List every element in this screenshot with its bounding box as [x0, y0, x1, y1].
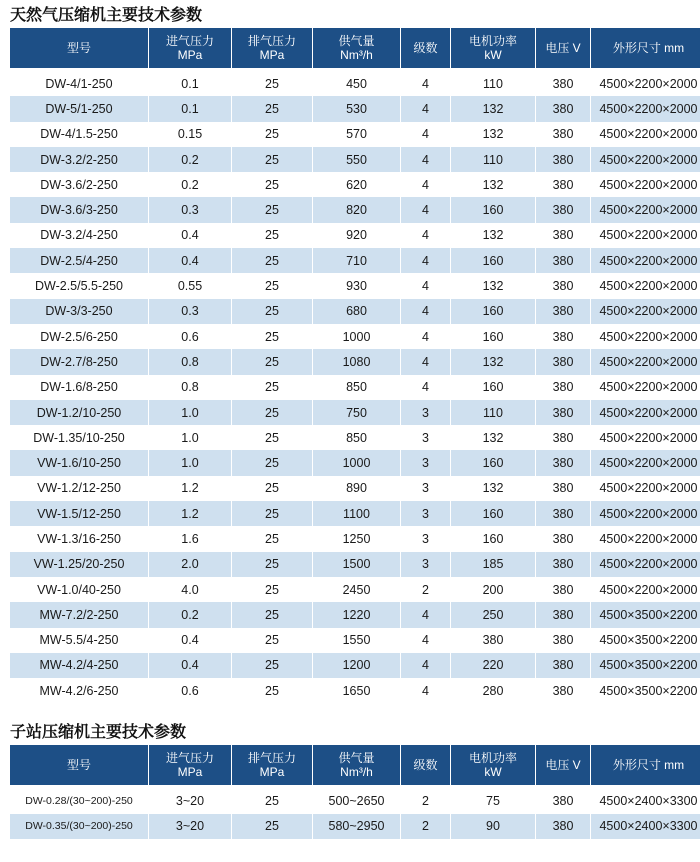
cell-discharge-pressure: 25 — [232, 814, 312, 839]
cell-model: DW-2.5/4-250 — [10, 248, 148, 273]
table-row — [10, 400, 700, 425]
cell-stages: 4 — [422, 380, 429, 395]
cell-inlet-pressure: 0.2 — [149, 147, 231, 172]
cell-stages: 4 — [422, 228, 429, 243]
column-header-line: MPa — [259, 765, 285, 780]
column-header-line: 型号 — [66, 41, 91, 55]
table-row — [10, 814, 700, 839]
column-header-line: 级数 — [413, 758, 438, 773]
cell-inlet-pressure: 0.4 — [181, 228, 199, 243]
cell-discharge-pressure: 25 — [265, 329, 279, 344]
cell-motor-power: 132 — [482, 177, 504, 192]
cell-motor-power: 160 — [451, 299, 535, 324]
cell-gas-supply: 850 — [346, 380, 367, 395]
cell-dimensions: 4500×2200×2000 — [591, 400, 700, 425]
column-header-line: 电压 V — [545, 758, 581, 773]
column-header-discharge-pressure — [232, 28, 312, 68]
cell-dimensions: 4500×2200×2000 — [591, 299, 700, 324]
column-header-line: 外形尺寸 mm — [612, 41, 685, 55]
cell-motor-power: 90 — [451, 814, 535, 839]
cell-gas-supply: 680 — [313, 299, 400, 324]
cell-discharge-pressure: 25 — [265, 582, 279, 597]
column-header-dimensions — [591, 28, 700, 68]
column-header-line: kW — [484, 765, 502, 780]
cell-stages: 4 — [401, 602, 450, 627]
cell-voltage: 380 — [552, 794, 574, 809]
cell-dimensions: 4500×2200×2000 — [591, 197, 700, 222]
cell-voltage: 380 — [536, 552, 590, 577]
cell-dimensions: 4500×3500×2200 — [591, 602, 700, 627]
cell-inlet-pressure: 0.6 — [181, 329, 199, 344]
column-header-line: MPa — [177, 48, 203, 62]
table-header-row — [10, 745, 700, 785]
cell-model: DW-1.6/8-250 — [40, 380, 118, 395]
cell-motor-power: 132 — [482, 127, 504, 142]
cell-discharge-pressure: 25 — [265, 430, 279, 445]
cell-stages: 4 — [422, 177, 429, 192]
cell-dimensions: 4500×2200×2000 — [599, 582, 698, 597]
cell-model: MW-4.2/4-250 — [10, 653, 148, 678]
spec-table-natural-gas — [9, 28, 700, 703]
cell-model: DW-3.6/3-250 — [10, 197, 148, 222]
cell-discharge-pressure: 25 — [265, 177, 279, 192]
table-row — [10, 577, 700, 602]
column-header-voltage — [536, 745, 590, 785]
table-row — [10, 147, 700, 172]
cell-gas-supply: 850 — [346, 430, 367, 445]
section-title-natural-gas: 天然气压缩机主要技术参数 — [10, 5, 203, 24]
column-header-discharge-pressure — [232, 745, 312, 785]
table-row — [10, 628, 700, 653]
cell-model: DW-2.5/5.5-250 — [34, 279, 123, 294]
cell-inlet-pressure: 0.8 — [181, 380, 199, 395]
table-row — [10, 172, 700, 197]
column-header-voltage — [536, 28, 590, 68]
cell-dimensions: 4500×3500×2200 — [591, 653, 700, 678]
column-header-line: 供气量 — [338, 34, 375, 48]
cell-voltage: 380 — [552, 633, 574, 648]
cell-inlet-pressure: 0.4 — [149, 653, 231, 678]
cell-model: MW-7.2/2-250 — [10, 602, 148, 627]
cell-voltage: 380 — [536, 814, 590, 839]
column-header-line: 电压 V — [545, 41, 581, 55]
cell-model: VW-1.25/20-250 — [10, 552, 148, 577]
cell-motor-power: 160 — [451, 501, 535, 526]
cell-model: DW-4/1.5-250 — [40, 127, 118, 142]
cell-discharge-pressure: 25 — [232, 147, 312, 172]
cell-gas-supply: 2450 — [342, 582, 371, 597]
cell-inlet-pressure: 1.6 — [181, 531, 199, 546]
cell-dimensions: 4500×3500×2200 — [599, 633, 698, 648]
cell-stages: 4 — [401, 299, 450, 324]
cell-stages: 3 — [401, 400, 450, 425]
cell-inlet-pressure: 0.6 — [181, 683, 199, 698]
cell-motor-power: 132 — [482, 481, 504, 496]
cell-motor-power: 160 — [451, 450, 535, 475]
cell-gas-supply: 1220 — [313, 602, 400, 627]
column-header-motor-power — [451, 28, 535, 68]
cell-discharge-pressure: 25 — [265, 633, 279, 648]
cell-gas-supply: 930 — [346, 279, 367, 294]
cell-discharge-pressure: 25 — [232, 349, 312, 374]
column-header-line: 级数 — [413, 41, 438, 55]
cell-dimensions: 4500×2200×2000 — [599, 430, 698, 445]
cell-gas-supply: 580~2950 — [313, 814, 400, 839]
table-row — [10, 71, 700, 96]
column-header-line: 供气量 — [338, 751, 375, 766]
cell-discharge-pressure: 25 — [232, 197, 312, 222]
cell-gas-supply: 1650 — [342, 683, 371, 698]
cell-dimensions: 4500×2400×3300 — [591, 814, 700, 839]
cell-stages: 4 — [401, 197, 450, 222]
column-header-stages — [401, 28, 450, 68]
table-row — [10, 678, 700, 703]
cell-inlet-pressure: 0.2 — [149, 602, 231, 627]
cell-motor-power: 160 — [451, 197, 535, 222]
table-row — [10, 223, 700, 248]
column-header-gas-supply — [313, 28, 400, 68]
cell-dimensions: 4500×2200×2000 — [599, 380, 698, 395]
cell-voltage: 380 — [552, 380, 574, 395]
cell-stages: 3 — [401, 552, 450, 577]
cell-model: DW-3/3-250 — [10, 299, 148, 324]
cell-dimensions: 4500×2200×2000 — [591, 349, 700, 374]
cell-inlet-pressure: 0.2 — [181, 177, 199, 192]
cell-dimensions: 4500×2200×2000 — [599, 481, 698, 496]
cell-voltage: 380 — [536, 248, 590, 273]
cell-model: MW-5.5/4-250 — [39, 633, 119, 648]
cell-discharge-pressure: 25 — [265, 279, 279, 294]
cell-motor-power: 160 — [482, 380, 504, 395]
table-header-row — [10, 28, 700, 68]
cell-inlet-pressure: 0.3 — [149, 299, 231, 324]
cell-discharge-pressure: 25 — [232, 96, 312, 121]
column-header-line: kW — [484, 48, 502, 62]
cell-inlet-pressure: 0.3 — [149, 197, 231, 222]
table-row — [10, 349, 700, 374]
cell-gas-supply: 570 — [346, 127, 367, 142]
cell-discharge-pressure: 25 — [232, 501, 312, 526]
cell-voltage: 380 — [536, 96, 590, 121]
table-row — [10, 476, 700, 501]
table-row — [10, 197, 700, 222]
cell-stages: 4 — [422, 127, 429, 142]
cell-voltage: 380 — [536, 197, 590, 222]
cell-inlet-pressure: 0.8 — [149, 349, 231, 374]
cell-stages: 4 — [422, 329, 429, 344]
cell-voltage: 380 — [536, 349, 590, 374]
cell-voltage: 380 — [552, 228, 574, 243]
cell-inlet-pressure: 0.1 — [181, 76, 199, 91]
cell-inlet-pressure: 1.2 — [181, 481, 199, 496]
cell-voltage: 380 — [536, 147, 590, 172]
table-row — [10, 96, 700, 121]
cell-stages: 4 — [422, 683, 429, 698]
cell-dimensions: 4500×2200×2000 — [591, 501, 700, 526]
cell-model: DW-1.35/10-250 — [33, 430, 125, 445]
cell-discharge-pressure: 25 — [265, 76, 279, 91]
cell-model: DW-5/1-250 — [10, 96, 148, 121]
cell-model: DW-0.35/(30~200)-250 — [10, 814, 148, 839]
cell-voltage: 380 — [552, 279, 574, 294]
cell-model: DW-2.5/6-250 — [40, 329, 118, 344]
cell-discharge-pressure: 25 — [232, 299, 312, 324]
cell-stages: 2 — [422, 582, 429, 597]
column-header-line: 排气压力 — [247, 34, 296, 48]
cell-motor-power: 132 — [482, 430, 504, 445]
cell-inlet-pressure: 2.0 — [149, 552, 231, 577]
table-row — [10, 299, 700, 324]
column-header-model — [10, 28, 148, 68]
cell-stages: 4 — [401, 653, 450, 678]
cell-dimensions: 4500×2200×2000 — [599, 76, 698, 91]
cell-voltage: 380 — [552, 683, 574, 698]
cell-gas-supply: 1000 — [342, 329, 371, 344]
cell-dimensions: 4500×3500×2200 — [599, 683, 698, 698]
column-header-line: 进气压力 — [165, 751, 214, 766]
cell-dimensions: 4500×2200×2000 — [591, 552, 700, 577]
cell-dimensions: 4500×2400×3300 — [599, 794, 698, 809]
table-row — [10, 602, 700, 627]
column-header-line: 进气压力 — [165, 34, 214, 48]
cell-inlet-pressure: 0.4 — [181, 633, 199, 648]
cell-discharge-pressure: 25 — [265, 380, 279, 395]
cell-motor-power: 132 — [482, 279, 504, 294]
cell-gas-supply: 1000 — [313, 450, 400, 475]
table-row — [10, 653, 700, 678]
column-header-line: MPa — [177, 765, 203, 780]
cell-discharge-pressure: 25 — [232, 450, 312, 475]
cell-motor-power: 250 — [451, 602, 535, 627]
cell-discharge-pressure: 25 — [232, 400, 312, 425]
cell-stages: 3 — [422, 481, 429, 496]
cell-motor-power: 160 — [451, 248, 535, 273]
cell-stages: 4 — [401, 349, 450, 374]
cell-gas-supply: 1250 — [342, 531, 371, 546]
cell-discharge-pressure: 25 — [265, 794, 279, 809]
cell-stages: 3 — [422, 531, 429, 546]
cell-gas-supply: 550 — [313, 147, 400, 172]
cell-discharge-pressure: 25 — [232, 552, 312, 577]
cell-gas-supply: 1500 — [313, 552, 400, 577]
column-header-inlet-pressure — [149, 745, 231, 785]
cell-dimensions: 4500×2200×2000 — [599, 127, 698, 142]
column-header-line: 外形尺寸 mm — [612, 758, 685, 773]
cell-inlet-pressure: 4.0 — [181, 582, 199, 597]
cell-dimensions: 4500×2200×2000 — [599, 531, 698, 546]
cell-gas-supply: 1200 — [313, 653, 400, 678]
cell-stages: 2 — [401, 814, 450, 839]
cell-dimensions: 4500×2200×2000 — [599, 177, 698, 192]
cell-model: VW-1.2/12-250 — [37, 481, 121, 496]
cell-model: DW-3.6/2-250 — [40, 177, 118, 192]
cell-inlet-pressure: 3~20 — [149, 814, 231, 839]
cell-gas-supply: 750 — [313, 400, 400, 425]
cell-gas-supply: 1100 — [313, 501, 400, 526]
column-header-line: MPa — [259, 48, 285, 62]
table-row — [10, 450, 700, 475]
cell-model: DW-3.2/2-250 — [10, 147, 148, 172]
cell-voltage: 380 — [552, 481, 574, 496]
cell-gas-supply: 530 — [313, 96, 400, 121]
cell-stages: 3 — [422, 430, 429, 445]
cell-stages: 4 — [422, 279, 429, 294]
cell-gas-supply: 620 — [346, 177, 367, 192]
cell-voltage: 380 — [552, 177, 574, 192]
cell-motor-power: 132 — [482, 228, 504, 243]
cell-discharge-pressure: 25 — [232, 602, 312, 627]
cell-dimensions: 4500×2200×2000 — [591, 96, 700, 121]
column-header-inlet-pressure — [149, 28, 231, 68]
table-row — [10, 273, 700, 298]
cell-voltage: 380 — [552, 127, 574, 142]
cell-inlet-pressure: 1.2 — [149, 501, 231, 526]
cell-dimensions: 4500×2200×2000 — [599, 329, 698, 344]
column-header-line: 电机功率 — [468, 751, 517, 766]
cell-stages: 4 — [401, 96, 450, 121]
table-row — [10, 425, 700, 450]
column-header-dimensions — [591, 745, 700, 785]
cell-motor-power: 132 — [451, 96, 535, 121]
cell-model: DW-1.2/10-250 — [10, 400, 148, 425]
cell-voltage: 380 — [552, 329, 574, 344]
cell-inlet-pressure: 1.0 — [149, 450, 231, 475]
cell-motor-power: 75 — [486, 794, 500, 809]
cell-model: DW-0.28/(30~200)-250 — [25, 795, 133, 808]
cell-stages: 2 — [422, 794, 429, 809]
cell-dimensions: 4500×2200×2000 — [599, 279, 698, 294]
cell-voltage: 380 — [536, 450, 590, 475]
column-header-line: Nm³/h — [340, 48, 373, 62]
table-row — [10, 375, 700, 400]
column-header-line: 排气压力 — [247, 751, 296, 766]
cell-motor-power: 200 — [482, 582, 504, 597]
cell-gas-supply: 920 — [346, 228, 367, 243]
table-row — [10, 501, 700, 526]
cell-model: MW-4.2/6-250 — [39, 683, 119, 698]
cell-stages: 4 — [422, 633, 429, 648]
cell-gas-supply: 1080 — [313, 349, 400, 374]
cell-voltage: 380 — [536, 299, 590, 324]
cell-voltage: 380 — [552, 76, 574, 91]
cell-voltage: 380 — [536, 602, 590, 627]
cell-stages: 4 — [401, 147, 450, 172]
cell-motor-power: 220 — [451, 653, 535, 678]
cell-stages: 4 — [401, 248, 450, 273]
column-header-model — [10, 745, 148, 785]
cell-inlet-pressure: 1.0 — [149, 400, 231, 425]
cell-motor-power: 132 — [451, 349, 535, 374]
cell-discharge-pressure: 25 — [265, 481, 279, 496]
cell-dimensions: 4500×2200×2000 — [591, 147, 700, 172]
cell-stages: 3 — [401, 501, 450, 526]
cell-inlet-pressure: 0.15 — [177, 127, 203, 142]
cell-stages: 3 — [401, 450, 450, 475]
cell-motor-power: 110 — [483, 76, 503, 91]
table-row — [10, 248, 700, 273]
cell-motor-power: 160 — [482, 531, 504, 546]
column-header-gas-supply — [313, 745, 400, 785]
cell-discharge-pressure: 25 — [232, 248, 312, 273]
cell-stages: 4 — [422, 76, 429, 91]
cell-model: VW-1.6/10-250 — [10, 450, 148, 475]
cell-inlet-pressure: 1.0 — [181, 430, 199, 445]
cell-discharge-pressure: 25 — [265, 531, 279, 546]
cell-motor-power: 110 — [451, 400, 535, 425]
cell-dimensions: 4500×2200×2000 — [599, 228, 698, 243]
table-row — [10, 324, 700, 349]
cell-voltage: 380 — [552, 582, 574, 597]
cell-discharge-pressure: 25 — [265, 228, 279, 243]
cell-motor-power: 110 — [451, 147, 535, 172]
cell-voltage: 380 — [536, 501, 590, 526]
cell-dimensions: 4500×2200×2000 — [591, 450, 700, 475]
column-header-line: 电机功率 — [468, 34, 517, 48]
cell-inlet-pressure: 0.55 — [177, 279, 203, 294]
cell-inlet-pressure: 3~20 — [175, 794, 205, 809]
column-header-line: 型号 — [66, 758, 91, 773]
cell-model: VW-1.5/12-250 — [10, 501, 148, 526]
cell-motor-power: 280 — [482, 683, 504, 698]
spec-table-substation — [9, 745, 700, 839]
cell-gas-supply: 890 — [346, 481, 367, 496]
cell-dimensions: 4500×2200×2000 — [591, 248, 700, 273]
cell-motor-power: 160 — [482, 329, 504, 344]
table-row — [10, 526, 700, 551]
cell-discharge-pressure: 25 — [265, 683, 279, 698]
cell-gas-supply: 500~2650 — [328, 794, 385, 809]
cell-discharge-pressure: 25 — [265, 127, 279, 142]
section-title-substation: 子站压缩机主要技术参数 — [10, 722, 187, 742]
table-row — [10, 122, 700, 147]
cell-gas-supply: 450 — [346, 76, 367, 91]
table-row — [10, 552, 700, 577]
cell-voltage: 380 — [552, 430, 574, 445]
cell-gas-supply: 820 — [313, 197, 400, 222]
cell-voltage: 380 — [536, 653, 590, 678]
cell-model: VW-1.0/40-250 — [37, 582, 121, 597]
table-row — [10, 788, 700, 813]
cell-gas-supply: 710 — [313, 248, 400, 273]
column-header-stages — [401, 745, 450, 785]
cell-model: DW-3.2/4-250 — [40, 228, 118, 243]
cell-motor-power: 380 — [482, 633, 504, 648]
cell-model: DW-4/1-250 — [45, 76, 113, 91]
column-header-motor-power — [451, 745, 535, 785]
column-header-line: Nm³/h — [340, 765, 373, 780]
cell-gas-supply: 1550 — [342, 633, 371, 648]
cell-voltage: 380 — [536, 400, 590, 425]
cell-motor-power: 185 — [451, 552, 535, 577]
cell-model: DW-2.7/8-250 — [10, 349, 148, 374]
cell-discharge-pressure: 25 — [232, 653, 312, 678]
cell-inlet-pressure: 0.1 — [149, 96, 231, 121]
cell-model: VW-1.3/16-250 — [37, 531, 121, 546]
cell-voltage: 380 — [552, 531, 574, 546]
cell-inlet-pressure: 0.4 — [149, 248, 231, 273]
